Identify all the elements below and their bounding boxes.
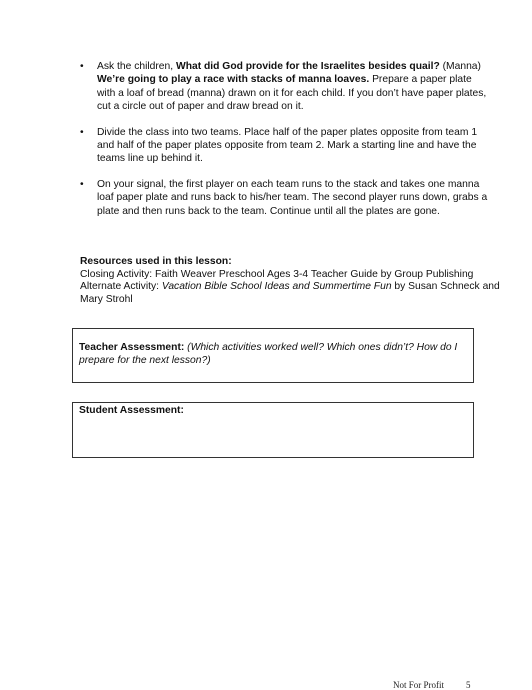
bullet-text: On your signal, the first player on each team runs to the stack and takes one manna loaf paper plate and runs back to his/her team. The second player runs down, grabs a plate and then runs back to the team. Continue until all the plates are gone. — [97, 179, 488, 217]
list-item — [80, 126, 490, 166]
resources-closing: Closing Activity: Faith Weaver Preschool Ages 3-4 Teacher Guide by Group Publishing — [80, 268, 474, 280]
alternate-prefix: Alternate Activity: — [80, 281, 162, 293]
resources-alternate — [80, 281, 500, 306]
teacher-assessment-box[interactable] — [72, 328, 474, 383]
teacher-assessment-label: Teacher Assessment: — [79, 342, 185, 353]
resources-heading: Resources used in this lesson: — [80, 256, 232, 267]
answer-text: (Manna) — [439, 61, 481, 72]
teacher-assessment-prompt: (Which activities worked well? Which ones didn’t? How do I prepare for the next lesson?) — [79, 342, 458, 366]
game-text: We’re going to play a race with stacks of manna loaves. — [97, 74, 370, 86]
bullet-icon: • — [80, 179, 84, 191]
footer-text: Not For Profit — [393, 680, 445, 690]
alternate-suffix: by Susan Schneck and Mary Strohl — [80, 281, 500, 305]
resources-section — [80, 256, 500, 306]
list-item — [80, 178, 490, 218]
student-assessment-label: Student Assessment: — [79, 405, 184, 416]
student-assessment-box[interactable] — [72, 402, 474, 458]
page-number: 5 — [466, 680, 471, 690]
bullet-icon: • — [80, 61, 84, 72]
bullet-text: Ask the children, — [97, 61, 176, 72]
question-text: What did God provide for the Israelites besides quail? — [175, 61, 440, 72]
page-footer — [393, 680, 471, 690]
activity-instructions — [80, 60, 490, 230]
alternate-title: Vacation Bible School Ideas and Summertime Fun — [161, 281, 392, 293]
bullet-icon: • — [80, 126, 84, 138]
list-item — [80, 60, 490, 113]
bullet-text: Prepare a paper plate with a loaf of bread (manna) drawn on it for each child. If you don’t have paper plates, cut a circle out of paper and draw bread on it. — [97, 74, 487, 112]
bullet-text: Divide the class into two teams. Place half of the paper plates opposite from team 1 and half of the paper plates opposite from team 2. Mark a starting line and have the teams line up behind it. — [97, 126, 478, 165]
